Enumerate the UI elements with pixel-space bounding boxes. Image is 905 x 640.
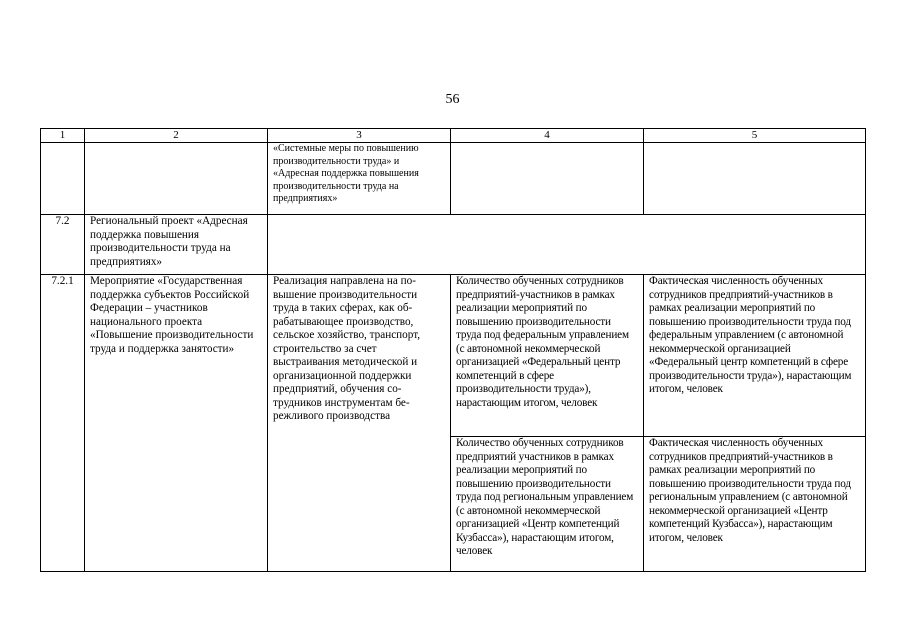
- row-number-7-2: 7.2: [41, 215, 85, 275]
- column-header-2: 2: [85, 129, 268, 143]
- method-federal: Фактическая численность обученных сотрудников предприятий-участников в рамках реализации мероприятий по повышению производительности труда под федеральным управлением (с автономной некоммерческой организацией «Федеральный центр компетенций в сфере производительности труда»), нарастающим итогом, человек: [644, 275, 866, 437]
- cell-empty-merged: [268, 215, 866, 275]
- indicator-federal: Количество обученных сотрудников предприятий-участников в рамках реализации мероприятий по повышению производительности труда под федеральным управлением (с автономной некоммерческой организацией «Федеральный центр компетенций в сфере производительности труда»), нарастающим итогом, человек: [451, 275, 644, 437]
- continued-description-cell: «Системные меры по повышению производительности труда» и «Адресная поддержка повышения производительности труда на предприятиях»: [268, 143, 451, 215]
- method-regional: Фактическая численность обученных сотрудников предприятий-участников в рамках реализации мероприятий по повышению производительности труда под региональным управлением (с автономной некоммерческой организацией «Центр компетенций Кузбасса»), нарастающим итогом, человек: [644, 437, 866, 572]
- page-number: 56: [445, 92, 460, 107]
- column-header-5: 5: [644, 129, 866, 143]
- regional-project-title: Региональный проект «Адресная поддержка повышения производительности труда на предприятиях»: [85, 215, 268, 275]
- column-header-3: 3: [268, 129, 451, 143]
- measure-description: Реализация направлена на повышение производительности труда в таких сферах, как обрабатывающее производство, сельское хозяйство, транспорт, строительство за счет выстраивания методической и организационной поддержки предприятий, обучения сотрудников инструментам бережливого производства: [268, 275, 451, 572]
- table-header-row: [41, 129, 866, 143]
- document-table: [40, 128, 866, 572]
- column-header-1: 1: [41, 129, 85, 143]
- measure-title: Мероприятие «Государственная поддержка субъектов Российской Федерации – участников национального проекта «Повышение производительности труда и поддержка занятости»: [85, 275, 268, 572]
- table-row-7-2: [41, 215, 866, 275]
- cell-empty: [41, 143, 85, 215]
- table-row-7-2-1: [41, 275, 866, 437]
- cell-empty: [644, 143, 866, 215]
- cell-empty: [451, 143, 644, 215]
- indicator-regional: Количество обученных сотрудников предприятий участников в рамках реализации мероприятий по повышению производительности труда под региональным управлением (с автономной некоммерческой организацией «Центр компетенций Кузбасса»), нарастающим итогом, человек: [451, 437, 644, 572]
- cell-empty: [85, 143, 268, 215]
- column-header-4: 4: [451, 129, 644, 143]
- table-row-continued: [41, 143, 866, 215]
- row-number-7-2-1: 7.2.1: [41, 275, 85, 572]
